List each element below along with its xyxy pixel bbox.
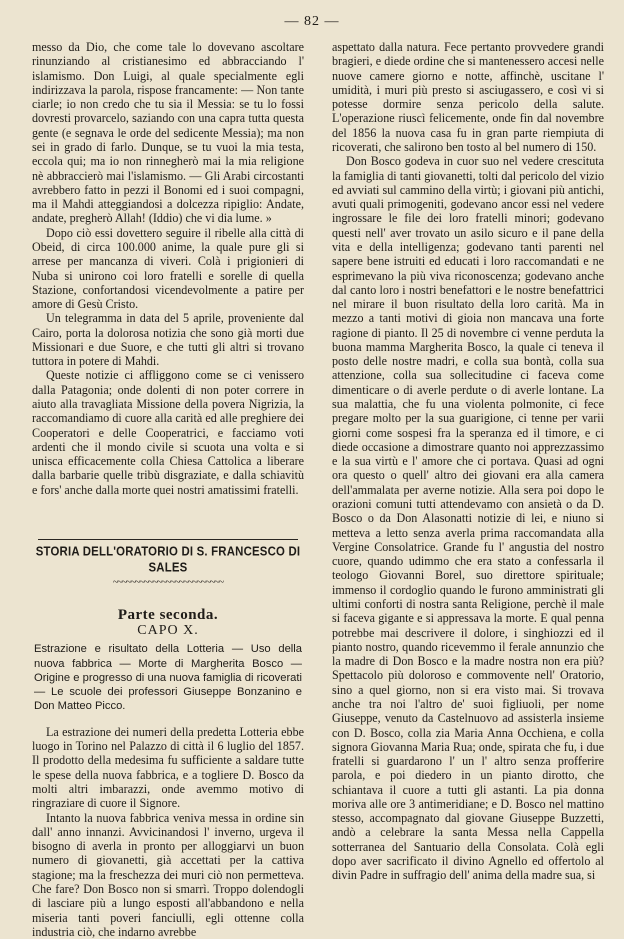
part-heading: Parte seconda. <box>117 606 219 623</box>
wavy-ornament: ~~~~~~~~~~~~~~~~~~~~~~~~~ <box>112 576 224 588</box>
right-column <box>332 40 604 883</box>
paragraph: Un telegramma in data del 5 aprile, proveniente dal Cairo, porta la dolorosa notizia che sono già morti due Missionari e due Suore, e che tutti gli altri si trovano tuttora in potere di Mahdi. <box>32 311 304 369</box>
section-divider <box>38 539 298 540</box>
left-column <box>32 40 304 939</box>
chapter-heading: CAPO X. <box>137 623 199 639</box>
section-title: STORIA DELL'ORATORIO DI S. FRANCESCO DI SALES <box>35 545 301 576</box>
paragraph: aspettato dalla natura. Fece pertanto provvedere grandi bragieri, e diede ordine che si mantenessero accesi nelle nuove camere giorno e notte, affinchè, uscitane l' umidità, i muri più presto si asciugassero, e così vi si potesse dormire senza pericolo della salute. L'operazione riuscì felicemente, onde fin dal novembre del 1856 la nuova casa fu in gran parte riempiuta di ricoverati, che salirono ben tosto al bel numero di 150. <box>332 40 604 154</box>
paragraph: Don Bosco godeva in cuor suo nel vedere crescituta la famiglia di tanti giovanetti, tolti dal pericolo del vizio ed avviati sul cammino della virtù; i giovani più antichi, avuti quali primogeniti, godevano ancor essi nel vedere ingrossare le file dei loro fratelli minori; godevano questi nell' aver trovato un asilo sicuro e il pane della vita e della intelligenza; godevano tanti parenti nel sapere bene istruiti ed educati i loro raccomandati e ne esprimevano la più viva riconoscenza; godevano anche dal canto loro i nostri benefattori e le nostre benefattrici nel mirare il buon risultato della loro carità. Ma in mezzo a tanti motivi di gioia non mancava una forte ragione di pianto. Il 25 di novembre ci venne perduta la buona mamma Margherita Bosco, la quale ci teneva il posto delle nostre madri, e colla sua bontà, colla sua attenzione, colla sua sollecitudine ci faceva come dimenticare o di averle perdute o di averle lontane. La sua malattia, che fu una violenta polmonite, ci fece pregare molto per la sua guarigione, ci tenne per varii giorni come sospesi fra la speranza ed il timore, e ci diede occasione a dimostrare quanto noi apprezzassimo e la sua virtù e l' amore che ci portava. Quasi ad ogni ora questo o quell' altro dei giovani era alla camera dell'ammalata per averne notizie. Alla sera poi dopo le orazioni comuni tutti attendevamo con ansietà o da D. Bosco o da Don Alasonatti notizie di lei, e niuno si metteva a letto senza averla prima raccomandata alla Vergine Consolatrice. Grande fu l' angustia del nostro cuore, quando udimmo che era stato a confessarla il teologo Giovanni Borel, suo direttore spirituale; immenso il cordoglio quando le furono amministrati gli ultimi conforti di nostra santa Religione, perchè il male si faceva gigante e si appressava la morte. E qual penna potrebbe mai descrivere il dolore, i singhiozzi ed il pianto nostro, quando ricevemmo il ferale annunzio che la madre di Don Bosco e la madre nostra non era più? Spettacolo più doloroso e commovente nell' Oratorio, sino a quel giorno, non si era visto mai. Si trovava anche tra noi l'altro de' suoi figliuoli, per nome Giuseppe, venuto da Castelnuovo ad assisterla insieme con D. Bosco, colla zia Maria Anna Occhiena, e colla signora Giovanna Maria Rua; onde, spirata che fu, i due fratelli si guardarono l' un l' altro senza profferire parola, e poi diedero in un pianto dirotto, che schiantava il cuore a tutti gli astanti. La pia donna moriva alle ore 3 antimeridiane; e D. Bosco nel mattino stesso, accompagnato dal giovane Giuseppe Buzzetti, andò a celebrare la santa Messa nella Cappella sotterranea del Santuario della Consolata. Colà egli dopo aver sacrificato il divino Agnello ed offertolo al divin Padre in suffragio dell' anima della madre sua, si <box>332 154 604 883</box>
paragraph: messo da Dio, che come tale lo dovevano ascoltare rinunziando al cristianesimo ed abbracciando l' islamismo. Don Luigi, al quale specialmente egli indirizzava la parola, rispose francamente: — Non tante ciarle; io non credo che tu sia il Messia: se tu lo fossi dovresti provarcelo, saziando con una capra tutta questa gente (e segnava le orde del sedicente Messia); ma non sei in grado di farlo. Dunque, se tu vuoi la mia testa, eccola qui; ma io non rinnegherò mai la mia religione nè abbraccierò mai l'islamismo. — Gli Arabi circostanti avrebbero fatto in pezzi il Bonomi ed i suoi compagni, ma il Mahdi atteggiandosi a dolcezza ripiglio: Andate, andate, pregherò Allah! (Iddio) che vi dia lume. » <box>32 40 304 226</box>
chapter-summary: Estrazione e risultato della Lotteria — Uso della nuova fabbrica — Morte di Margherita Bosco — Origine e progresso di una nuova famiglia di ricoverati — Le scuole dei professori Giuseppe Bonzanino e Don Matteo Picco. <box>34 643 302 712</box>
paragraph: Queste notizie ci affliggono come se ci venissero dalla Patagonia; onde dolenti di non poter correre in aiuto alla travagliata Missione della povera Nigrizia, la raccomandiamo di cuore alla carità ed alle preghiere dei Cooperatori e delle Cooperatrici, e facciamo voti ardenti che il mondo civile si scuota una volta e si unisca efficacemente colla Chiesa Cattolica a liberare dalla barbarie quelle tribù disgraziate, e dalla schiavitù e fors' anche dalla morte quei nostri amatissimi fratelli. <box>32 368 304 497</box>
paragraph: Dopo ciò essi dovettero seguire il ribelle alla città di Obeid, di circa 100.000 anime, la quale pure gli si arrese per mancanza di viveri. Colà i prigionieri di Nuba si unirono coi loro fratelli e sorelle di quella Stazione, confortandosi vicendevolmente a patire per amore di Gesù Cristo. <box>32 225 304 312</box>
paragraph: La estrazione dei numeri della predetta Lotteria ebbe luogo in Torino nel Palazzo di città il 6 luglio del 1857. Il prodotto della medesima fu sufficiente a saldare tutte le spese della nuova fabbrica, e a togliere D. Bosco da molti altri imbarazzi, onde avemmo motivo di ringraziare di cuore il Signore. <box>32 724 304 811</box>
paragraph: Intanto la nuova fabbrica veniva messa in ordine sin dall' anno innanzi. Avvicinandosi l' inverno, urgeva il bisogno di averla in pronto per alloggiarvi un buon numero di giovanetti, già accettati per la cattiva stagione; ma la freschezza dei muri ciò non permetteva. Che fare? Don Bosco non si smarrì. Troppo dolendogli di lasciare più a lungo esposti all'abbandono e nella miseria tanti poveri fanciulli, egli ottenne colla industria ciò, che indarno avrebbe <box>32 810 304 939</box>
page-number: — 82 — <box>284 14 340 29</box>
